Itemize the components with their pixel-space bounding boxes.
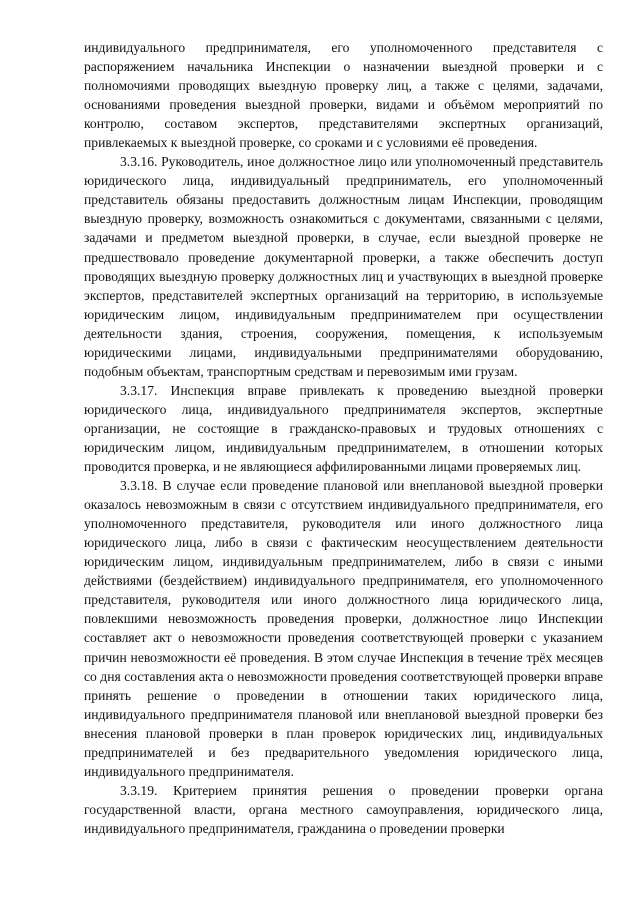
document-page bbox=[84, 38, 603, 838]
paragraph-3-3-16: 3.3.16. Руководитель, иное должностное лицо или уполномоченный представитель юридического лица, индивидуальный предприниматель, его уполномоченный представитель обязаны предоставить должностным лицам Инспекции, проводящим выездную проверку, возможность ознакомиться с документами, связанными с целями, задачами и предметом выездной проверки, в случае, если выездной проверке не предшествовало проведение документарной проверки, а также обеспечить доступ проводящих выездную проверку должностных лиц и участвующих в выездной проверке экспертов, представителей экспертных организаций на территорию, в используемые юридическим лицом, индивидуальным предпринимателем при осуществлении деятельности здания, строения, сооружения, помещения, к используемым юридическими лицами, индивидуальными предпринимателями оборудованию, подобным объектам, транспортным средствам и перевозимым ими грузам. bbox=[84, 154, 603, 379]
paragraph-3-3-18: 3.3.18. В случае если проведение плановой или внеплановой выездной проверки оказалось невозможным в связи с отсутствием индивидуального предпринимателя, его уполномоченного представителя, руководителя или иного должностного лица юридического лица, либо в связи с фактическим неосуществлением деятельности юридическим лицом, индивидуальным предпринимателем, либо в связи с иными действиями (бездействием) индивидуального предпринимателя, его уполномоченного представителя, руководителя или иного должностного лица юридического лица, повлекшими невозможность проведения проверки, должностное лицо Инспекции составляет акт о невозможности проведения соответствующей проверки с указанием причин невозможности её проведения. В этом случае Инспекция в течение трёх месяцев со дня составления акта о невозможности проведения соответствующей проверки вправе принять решение о проведении в отношении таких юридического лица, индивидуального предпринимателя плановой или внеплановой выездной проверки без внесения плановой проверки в план проверок юридических лиц, индивидуальных предпринимателей и без предварительного уведомления юридического лица, индивидуального предпринимателя. bbox=[84, 478, 603, 779]
paragraph-3-3-17: 3.3.17. Инспекция вправе привлекать к проведению выездной проверки юридического лица, индивидуального предпринимателя экспертов, экспертные организации, не состоящие в гражданско-правовых и трудовых отношениях с юридическим лицом, индивидуальным предпринимателем, в отношении которых проводится проверка, и не являющиеся аффилированными лицами проверяемых лиц. bbox=[84, 382, 603, 475]
paragraph-continuation: индивидуального предпринимателя, его уполномоченного представителя с распоряжением начальника Инспекции о назначении выездной проверки и с полномочиями проводящих выездную проверку лиц, а также с целями, задачами, основаниями проведения выездной проверки, видами и объёмом мероприятий по контролю, составом экспертов, представителями экспертных организаций, привлекаемых к выездной проверке, со сроками и с условиями её проведения. bbox=[84, 40, 603, 151]
paragraph-3-3-19: 3.3.19. Критерием принятия решения о проведении проверки органа государственной власти, органа местного самоуправления, юридического лица, индивидуального предпринимателя, гражданина о проведении проверки bbox=[84, 782, 603, 836]
